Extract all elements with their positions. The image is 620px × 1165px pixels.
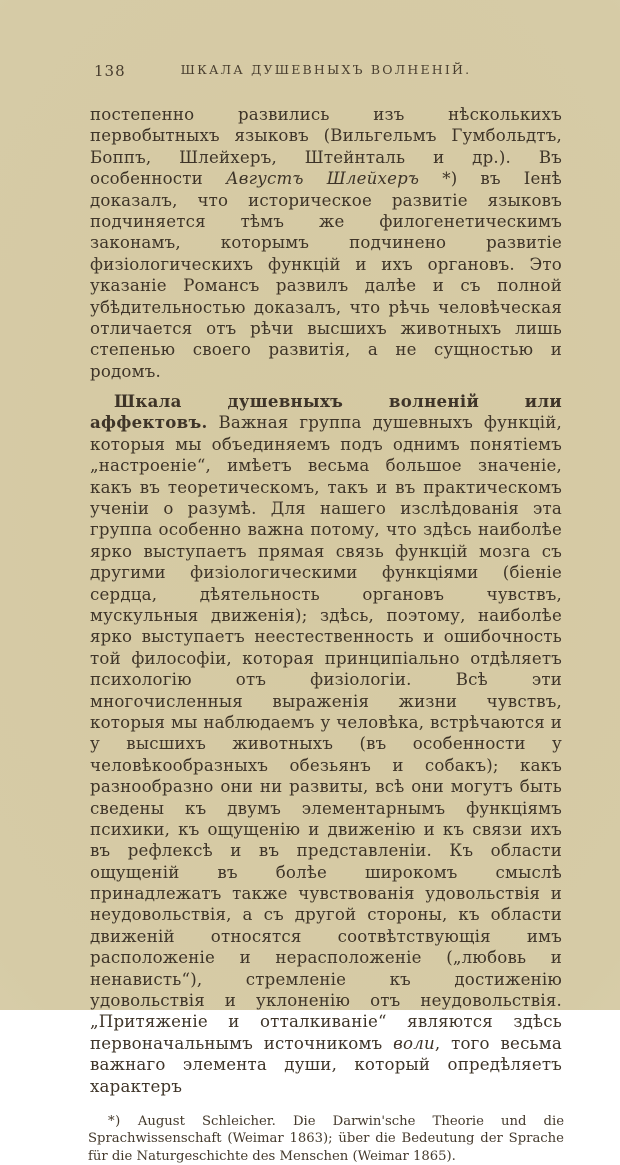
section-heading: Шкала душевныхъ волненій или аффектовъ. (90, 391, 562, 433)
text-column (90, 104, 562, 1097)
emphasis-august-schleicher: Августъ Шлейхеръ (225, 169, 420, 189)
page-number: 138 (94, 62, 126, 80)
paragraph-text: , того весьма важнаго элемента души, который опредѣляетъ характеръ (90, 1033, 562, 1096)
paragraph-text: *) въ Іенѣ доказалъ, что историческое развитіе языковъ подчиняется тѣмъ же филогенетическимъ законамъ, которымъ подчинено развитіе физіологическихъ функцій и ихъ органовъ. Это указаніе Романсъ развилъ далѣе и съ полной убѣдительностью доказалъ, что рѣчь человѣческая отличается отъ рѣчи высшихъ животныхъ лишь степенью своего развитія, а не сущностью и родомъ. (90, 169, 563, 381)
paragraph-text: Важная группа душевныхъ функцій, которыя мы объединяемъ подъ однимъ понятіемъ „настроеніе“, имѣетъ весьма большое значеніе, какъ въ теоретическомъ, такъ и въ практическомъ ученіи о разумѣ. Для нашего изслѣдованія эта группа особенно важна потому, что здѣсь наиболѣе ярко выступаетъ прямая связь функцій мозга съ другими физіологическими функціями (біеніе сердца, дѣятельность органовъ чувствъ, мускульныя движенія); здѣсь, поэтому, наиболѣе ярко выступаетъ неестественность и ошибочность той философіи, которая принципіально отдѣляетъ психологію отъ физіологіи. Всѣ эти многочисленныя выраженія жизни чувствъ, которыя мы наблюдаемъ у человѣка, встрѣчаются и у высшихъ животныхъ (въ особенности у человѣкообразныхъ обезьянъ и собакъ); какъ разнообразно они ни развиты, всѣ они могутъ быть сведены къ двумъ элементарнымъ функціямъ психики, къ ощущенію и движенію и къ связи ихъ въ рефлексѣ и въ представленіи. Къ области ощущеній въ болѣе широкомъ смыслѣ принадлежатъ также чувствованія удовольствія и неудовольствія, а съ другой стороны, къ области движеній относятся соотвѣтствующія имъ расположеніе и нерасположеніе („любовь и ненависть“), стремленіе къ достиженію удовольствія и уклоненію отъ неудовольствія. „Притяженіе и отталкиваніе“ являются здѣсь первоначальнымъ источникомъ (90, 413, 562, 1053)
footnote-text: August Schleicher. Die Darwin'sche Theorie und die Sprachwissenschaft (Weimar 1863); über die Bedeutung der Sprache für die Naturgeschichte des Menschen (Weimar 1865). (88, 1113, 564, 1164)
paragraph-text: постепенно развились изъ нѣсколькихъ первобытныхъ языковъ (Вильгельмъ Гумбольдтъ, Боппъ, Шлейхеръ, Штейнталь и др.). Въ особенности (90, 105, 562, 189)
footnote-marker: *) (108, 1113, 121, 1129)
paragraph-language-evolution (90, 104, 562, 382)
footnote (88, 1113, 564, 1165)
paragraph-scale-of-affects (90, 391, 562, 1097)
emphasis-will: воли (393, 1033, 435, 1053)
page-header (90, 0, 562, 86)
running-head: ШКАЛА ДУШЕВНЫХЪ ВОЛНЕНІЙ. (180, 62, 472, 77)
